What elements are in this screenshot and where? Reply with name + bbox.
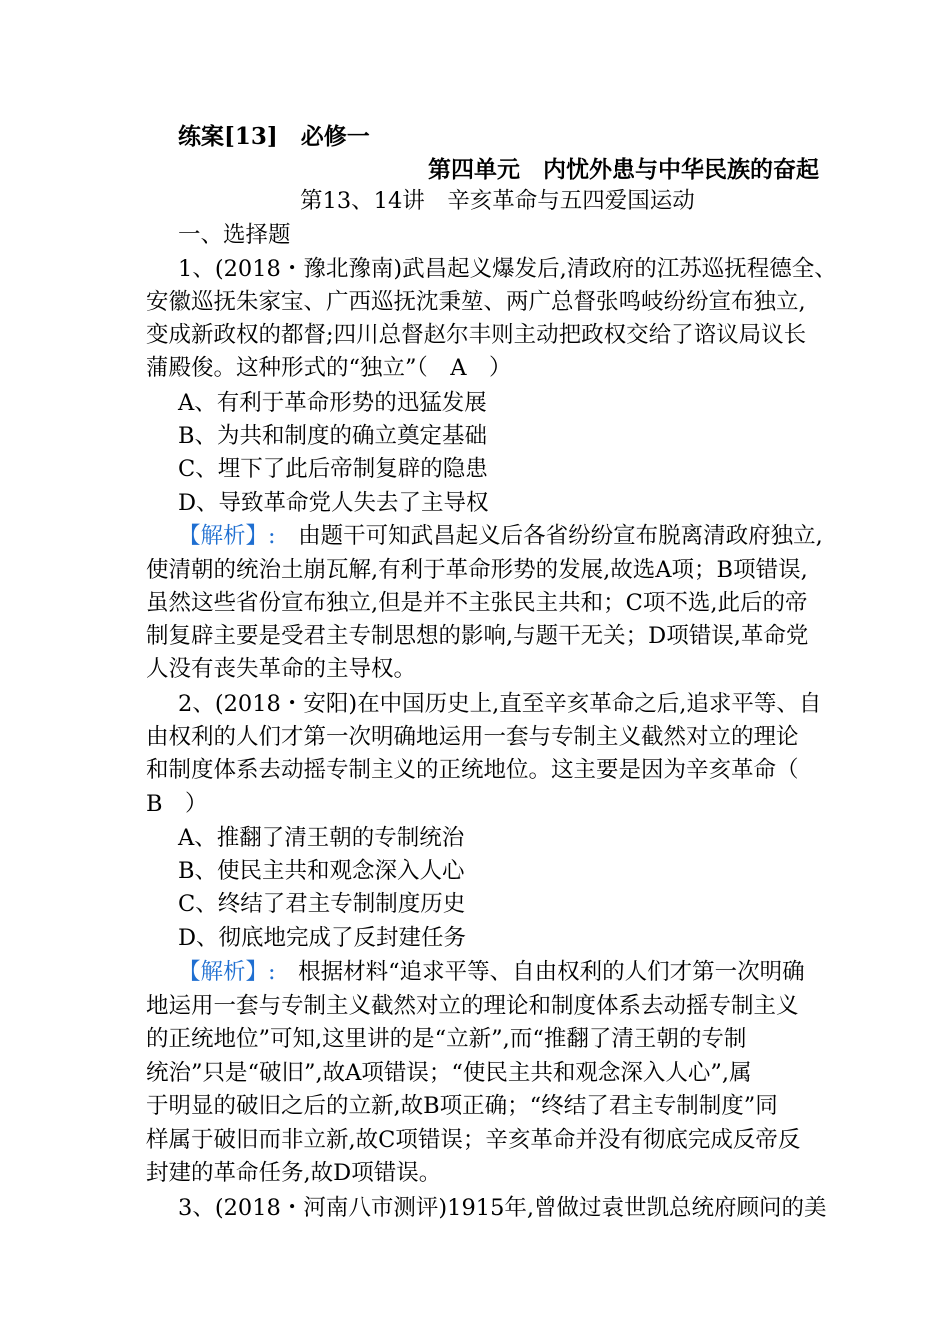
analysis-line: 制复辟主要是受君主专制思想的影响,与题干无关；D项错误,革命党 bbox=[146, 623, 809, 649]
question-stem-line: 2、(2018・安阳)在中国历史上,直至辛亥革命之后,追求平等、自 bbox=[178, 691, 822, 717]
lecture-title: 第13、14讲 辛亥革命与五四爱国运动 bbox=[300, 188, 695, 214]
analysis-line: 的正统地位”可知,这里讲的是“立新”,而“推翻了清王朝的专制 bbox=[146, 1026, 747, 1052]
question-stem-line: 蒲殿俊。这种形式的“独立”（ A ） bbox=[146, 355, 512, 381]
analysis-text: 由题干可知武昌起义后各省纷纷宣布脱离清政府独立, bbox=[275, 523, 823, 549]
unit-title: 第四单元 内忧外患与中华民族的奋起 bbox=[428, 156, 819, 183]
analysis-label: 【解析】: bbox=[178, 959, 276, 985]
analysis-line: 封建的革命任务,故D项错误。 bbox=[146, 1160, 442, 1186]
option-a: A、有利于革命形势的迅猛发展 bbox=[178, 390, 487, 416]
question-stem-line: 由权利的人们才第一次明确地运用一套与专制主义截然对立的理论 bbox=[146, 724, 799, 750]
analysis-line: 统治”只是“破旧”,故A项错误；“使民主共和观念深入人心”,属 bbox=[146, 1060, 752, 1086]
question-stem-line: 变成新政权的都督;四川总督赵尔丰则主动把政权交给了谘议局议长 bbox=[146, 322, 807, 348]
option-b: B、使民主共和观念深入人心 bbox=[178, 858, 465, 884]
analysis-line: 样属于破旧而非立新,故C项错误；辛亥革命并没有彻底完成反帝反 bbox=[146, 1127, 801, 1153]
analysis-line: 人没有丧失革命的主导权。 bbox=[146, 656, 417, 682]
option-a: A、推翻了清王朝的专制统治 bbox=[178, 825, 465, 851]
question-stem-line: 1、(2018・豫北豫南)武昌起义爆发后,清政府的江苏巡抚程德全、 bbox=[178, 256, 837, 282]
option-c: C、终结了君主专制制度历史 bbox=[178, 891, 466, 917]
option-d: D、导致革命党人失去了主导权 bbox=[178, 490, 489, 516]
question-stem-line: 安徽巡抚朱家宝、广西巡抚沈秉堃、两广总督张鸣岐纷纷宣布独立, bbox=[146, 289, 806, 315]
analysis-line: 于明显的破旧之后的立新,故B项正确；“终结了君主专制制度”同 bbox=[146, 1093, 778, 1119]
question-stem-line: 3、(2018・河南八市测评)1915年,曾做过袁世凯总统府顾问的美 bbox=[178, 1195, 827, 1221]
question-stem-line: B ） bbox=[146, 791, 208, 817]
analysis-text: 根据材料“追求平等、自由权利的人们才第一次明确 bbox=[275, 959, 805, 985]
analysis-line bbox=[178, 956, 822, 989]
analysis-line: 使清朝的统治土崩瓦解,有利于革命形势的发展,故选A项；B项错误, bbox=[146, 557, 808, 583]
question-stem-line: 和制度体系去动摇专制主义的正统地位。这主要是因为辛亥革命（ bbox=[146, 757, 799, 783]
option-c: C、埋下了此后帝制复辟的隐患 bbox=[178, 456, 488, 482]
option-b: B、为共和制度的确立奠定基础 bbox=[178, 423, 488, 449]
analysis-label: 【解析】: bbox=[178, 523, 276, 549]
section-heading: 一、选择题 bbox=[178, 222, 291, 248]
analysis-line: 虽然这些省份宣布独立,但是并不主张民主共和；C项不选,此后的帝 bbox=[146, 590, 808, 616]
case-label: 练案[13] 必修一 bbox=[178, 123, 370, 150]
option-d: D、彻底地完成了反封建任务 bbox=[178, 925, 467, 951]
analysis-line bbox=[178, 520, 822, 553]
analysis-line: 地运用一套与专制主义截然对立的理论和制度体系去动摇专制主义 bbox=[146, 993, 799, 1019]
